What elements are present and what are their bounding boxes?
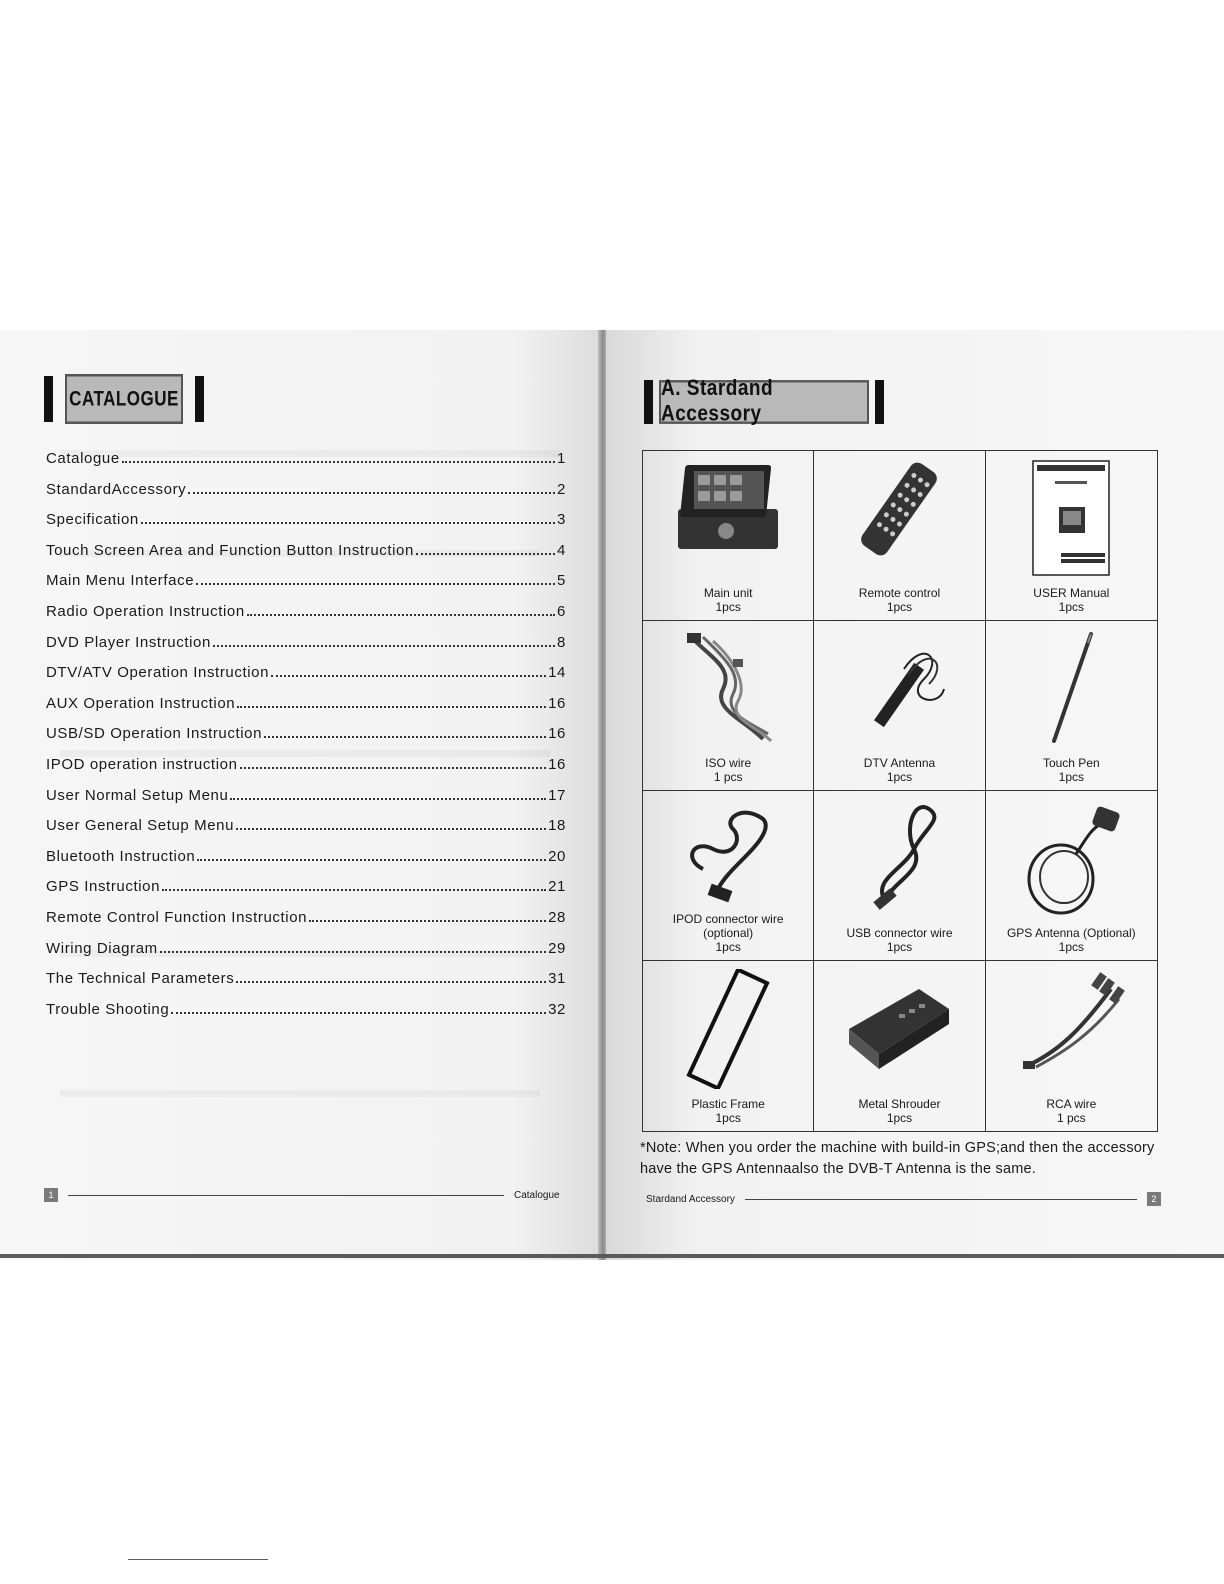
toc-entry (46, 909, 566, 940)
accessory-qty: 1pcs (1058, 770, 1084, 784)
accessory-note: *Note: When you order the machine with build-in GPS;and then the accessory have the GPS Antennaalso the DVB-T Antenna is the same. (640, 1140, 1155, 1177)
bleed-through (60, 1090, 540, 1097)
left-page (0, 330, 602, 1260)
right-page (606, 330, 1224, 1260)
footer-label: Catalogue (514, 1189, 560, 1201)
toc-entry-page: 3 (557, 511, 566, 529)
accessory-grid (642, 450, 1158, 1132)
toc-entry-title: User General Setup Menu (46, 817, 235, 835)
toc-leader-dots (230, 798, 546, 800)
accessory-qty: 1pcs (1058, 940, 1084, 954)
toc-leader-dots (236, 981, 546, 983)
toc-entry-page: 17 (548, 786, 566, 804)
catalogue-heading-label: CATALOGUE (65, 374, 183, 424)
toc-leader-dots (264, 736, 546, 738)
toc-entry-page: 31 (548, 970, 566, 988)
toc-leader-dots (171, 1012, 546, 1014)
accessory-name: Remote control (858, 586, 941, 600)
toc-leader-dots (196, 583, 555, 585)
accessory-qty: 1pcs (886, 770, 913, 784)
toc-entry (46, 511, 566, 542)
toc-entry (46, 450, 566, 481)
toc-entry-page: 16 (548, 755, 566, 773)
accessory-qty: 1pcs (886, 1111, 913, 1125)
accessory-name: IPOD connector wire (optional) (672, 912, 784, 940)
toc-leader-dots (309, 920, 546, 922)
toc-entry-title: Touch Screen Area and Function Button Instruction (46, 541, 414, 559)
right-footer (646, 1192, 1161, 1206)
accessory-qty: 1pcs (1058, 600, 1084, 614)
accessory-item (814, 451, 985, 621)
accessory-item (814, 791, 985, 961)
accessory-item (643, 621, 814, 791)
toc-entry-page: 8 (557, 633, 566, 651)
toc-leader-dots (197, 859, 546, 861)
left-footer (44, 1188, 560, 1202)
toc-entry (46, 572, 566, 603)
toc-leader-dots (271, 675, 546, 677)
toc-entry-title: The Technical Parameters (46, 970, 235, 988)
toc-entry-title: USB/SD Operation Instruction (46, 725, 263, 743)
toc-entry-page: 28 (548, 908, 566, 926)
toc-entry-title: Radio Operation Instruction (46, 602, 245, 620)
heading-bar-left (644, 380, 653, 424)
accessory-item (986, 961, 1157, 1131)
accessory-name: USB connector wire (846, 926, 953, 940)
accessory-name: Metal Shrouder (858, 1097, 941, 1111)
accessory-heading-label: A. Stardand Accessory (659, 380, 869, 424)
footer-label: Stardand Accessory (646, 1193, 735, 1205)
heading-bar-right (875, 380, 884, 424)
accessory-item (814, 961, 985, 1131)
toc-leader-dots (237, 706, 546, 708)
accessory-name: Plastic Frame (691, 1097, 765, 1111)
toc-entry-title: AUX Operation Instruction (46, 694, 236, 712)
toc-entry-title: DVD Player Instruction (46, 633, 211, 651)
page-number-badge: 1 (44, 1188, 58, 1202)
accessory-name: RCA wire (1046, 1097, 1097, 1111)
accessory-item (986, 791, 1157, 961)
toc-leader-dots (213, 645, 555, 647)
toc-entry-title: User Normal Setup Menu (46, 786, 229, 804)
toc-leader-dots (240, 767, 547, 769)
toc-entry-title: IPOD operation instruction (46, 755, 238, 773)
accessory-item (643, 961, 814, 1131)
accessory-qty: 1 pcs (1056, 1111, 1086, 1125)
toc-entry (46, 664, 566, 695)
accessory-item (814, 621, 985, 791)
toc-entry-title: Specification (46, 511, 139, 529)
toc-leader-dots (188, 492, 555, 494)
toc-entry-page: 6 (557, 602, 566, 620)
toc-entry-title: DTV/ATV Operation Instruction (46, 664, 270, 682)
toc-entry-page: 16 (548, 725, 566, 743)
footer-rule (745, 1199, 1137, 1200)
toc-leader-dots (160, 951, 546, 953)
accessory-heading (644, 376, 884, 427)
accessory-qty: 1pcs (886, 940, 913, 954)
toc-entry (46, 848, 566, 879)
toc-entry-page: 4 (557, 541, 566, 559)
accessory-qty: 1pcs (715, 1111, 741, 1125)
toc-entry-page: 29 (548, 939, 566, 957)
toc-entry (46, 634, 566, 665)
table-of-contents (46, 450, 566, 1031)
toc-entry (46, 725, 566, 756)
toc-leader-dots (141, 522, 555, 524)
accessory-item (986, 451, 1157, 621)
toc-entry (46, 787, 566, 818)
accessory-item (643, 791, 814, 961)
accessory-item (643, 451, 814, 621)
toc-entry-page: 20 (548, 847, 566, 865)
toc-entry-title: Main Menu Interface (46, 572, 195, 590)
toc-leader-dots (236, 828, 546, 830)
toc-entry (46, 817, 566, 848)
manual-spread (0, 330, 1224, 1260)
toc-entry (46, 542, 566, 573)
accessory-item (986, 621, 1157, 791)
toc-entry-title: Remote Control Function Instruction (46, 908, 308, 926)
toc-entry-page: 1 (557, 450, 566, 467)
footer-rule (68, 1195, 504, 1196)
toc-entry-title: StandardAccessory (46, 480, 187, 498)
toc-leader-dots (162, 889, 546, 891)
toc-entry (46, 481, 566, 512)
toc-entry-page: 16 (548, 694, 566, 712)
accessory-qty: 1 pcs (713, 770, 743, 784)
toc-entry (46, 970, 566, 1001)
heading-bar-right (195, 376, 204, 422)
toc-entry-page: 18 (548, 817, 566, 835)
toc-entry-page: 21 (548, 878, 566, 896)
toc-leader-dots (416, 553, 555, 555)
toc-entry-page: 14 (548, 664, 566, 682)
accessory-name: Touch Pen (1042, 756, 1100, 770)
toc-leader-dots (247, 614, 555, 616)
toc-entry (46, 878, 566, 909)
toc-entry-page: 2 (557, 480, 566, 498)
accessory-name: DTV Antenna (863, 756, 936, 770)
underline-mark (128, 1559, 268, 1560)
accessory-name: ISO wire (705, 756, 752, 770)
toc-leader-dots (122, 461, 555, 463)
toc-entry (46, 1001, 566, 1032)
page-number-badge: 2 (1147, 1192, 1161, 1206)
toc-entry-title: GPS Instruction (46, 878, 161, 896)
toc-entry-page: 32 (548, 1000, 566, 1018)
toc-entry-title: Wiring Diagram (46, 939, 158, 957)
toc-entry (46, 940, 566, 971)
accessory-qty: 1pcs (715, 940, 741, 954)
toc-entry (46, 603, 566, 634)
toc-entry-title: Bluetooth Instruction (46, 847, 196, 865)
toc-entry-page: 5 (557, 572, 566, 590)
toc-entry-title: Catalogue (46, 450, 120, 467)
heading-bar-left (44, 376, 53, 422)
accessory-name: GPS Antenna (Optional) (1006, 926, 1136, 940)
toc-entry (46, 756, 566, 787)
accessory-qty: 1pcs (715, 600, 741, 614)
toc-entry (46, 695, 566, 726)
catalogue-heading (44, 376, 204, 422)
accessory-name: Main unit (703, 586, 753, 600)
accessory-qty: 1pcs (886, 600, 913, 614)
spread-bottom-edge (0, 1254, 1224, 1258)
accessory-name: USER Manual (1033, 586, 1110, 600)
toc-entry-title: Trouble Shooting (46, 1000, 170, 1018)
